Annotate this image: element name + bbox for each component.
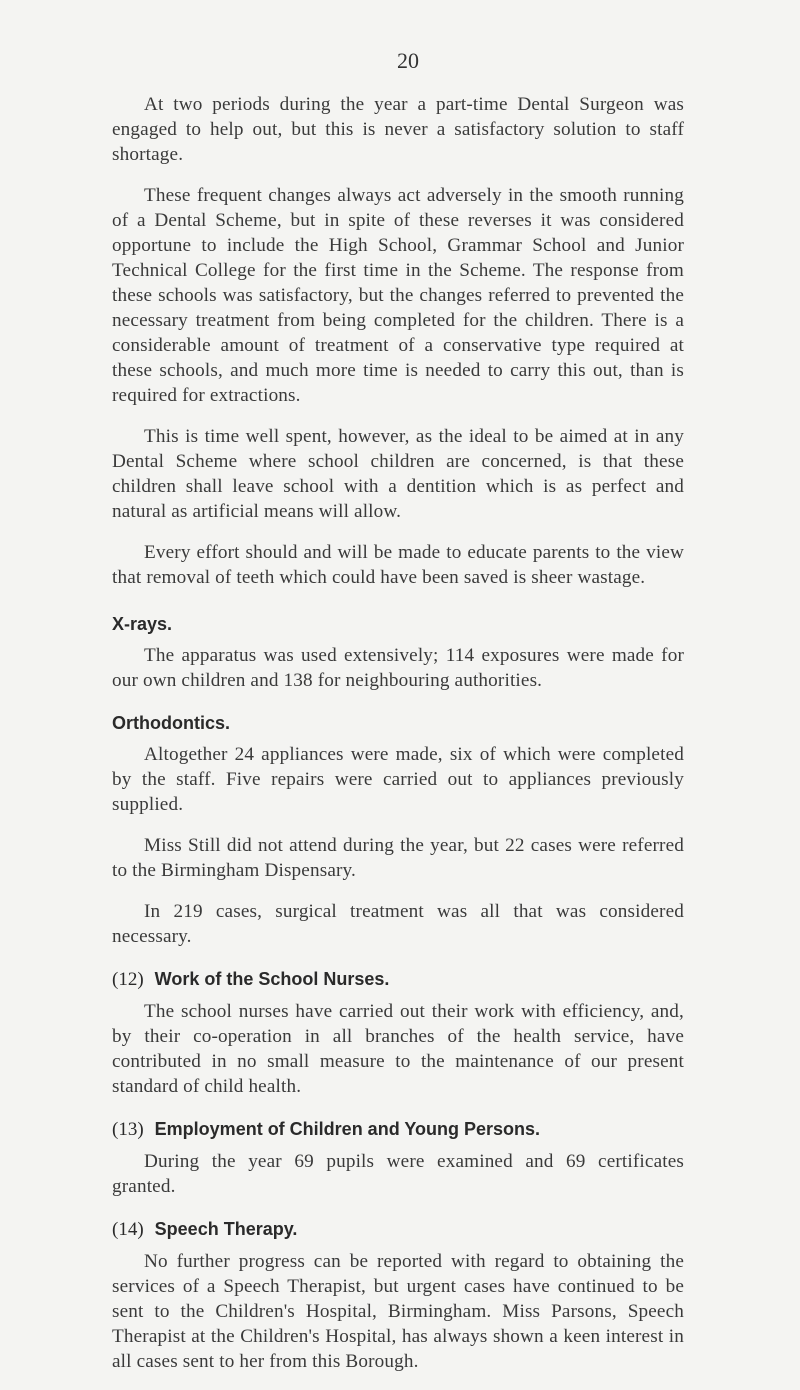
section-heading-employment: [112, 1119, 684, 1141]
paragraph: The school nurses have carried out their work with efficiency, and, by their co-operation in all branches of the health service, have contributed in no small measure to the maintenance of our present standard of child health.: [112, 1001, 684, 1097]
section-heading-speech-therapy: [112, 1219, 684, 1241]
paragraph: These frequent changes always act adversely in the smooth running of a Dental Scheme, but in spite of these reverses it was considered opportune to include the High School, Grammar School and Junior Technical College for the first time in the Scheme. The response from these schools was satisfactory, but the changes referred to prevented the necessary treatment from being completed for the children. There is a considerable amount of treatment of a conservative type required at these schools, and much more time is needed to carry this out, than is required for extractions.: [112, 185, 684, 406]
section-heading-school-nurses: [112, 969, 684, 991]
heading-text: Employment of Children and Young Persons.: [154, 1119, 541, 1139]
heading-text: Orthodontics.: [112, 713, 230, 733]
paragraph: In 219 cases, surgical treatment was all that was considered necessary.: [112, 901, 684, 947]
heading-text: X-rays.: [112, 614, 173, 634]
paragraph: The apparatus was used extensively; 114 exposures were made for our own children and 138 for neighbouring authorities.: [112, 645, 684, 691]
paragraph: Altogether 24 appliances were made, six of which were completed by the staff. Five repairs were carried out to appliances previously supplied.: [112, 744, 684, 815]
paragraph: During the year 69 pupils were examined and 69 certificates granted.: [112, 1151, 684, 1197]
paragraph: At two periods during the year a part-time Dental Surgeon was engaged to help out, but this is never a satisfactory solution to staff shortage.: [112, 94, 684, 165]
heading-text: Speech Therapy.: [154, 1219, 298, 1239]
section-number: (14): [112, 1219, 144, 1240]
paragraph: No further progress can be reported with regard to obtaining the services of a Speech Therapist, but urgent cases have continued to be sent to the Children's Hospital, Birmingham. Miss Parsons, Speech Therapist at the Children's Hospital, has always shown a keen interest in all cases sent to her from this Borough.: [112, 1251, 684, 1372]
section-number: (13): [112, 1119, 144, 1140]
page-number: 20: [397, 48, 419, 73]
heading-text: Work of the School Nurses.: [154, 969, 390, 989]
paragraph: Every effort should and will be made to educate parents to the view that removal of teeth which could have been saved is sheer wastage.: [112, 542, 684, 588]
paragraph: Miss Still did not attend during the year, but 22 cases were referred to the Birmingham Dispensary.: [112, 835, 684, 881]
section-heading-xrays: [112, 614, 684, 635]
paragraph: This is time well spent, however, as the ideal to be aimed at in any Dental Scheme where school children are concerned, is that these children shall leave school with a dentition which is as perfect and natural as artificial means will allow.: [112, 426, 684, 522]
section-heading-orthodontics: [112, 713, 684, 734]
document-page: [112, 48, 684, 1390]
section-number: (12): [112, 969, 144, 990]
